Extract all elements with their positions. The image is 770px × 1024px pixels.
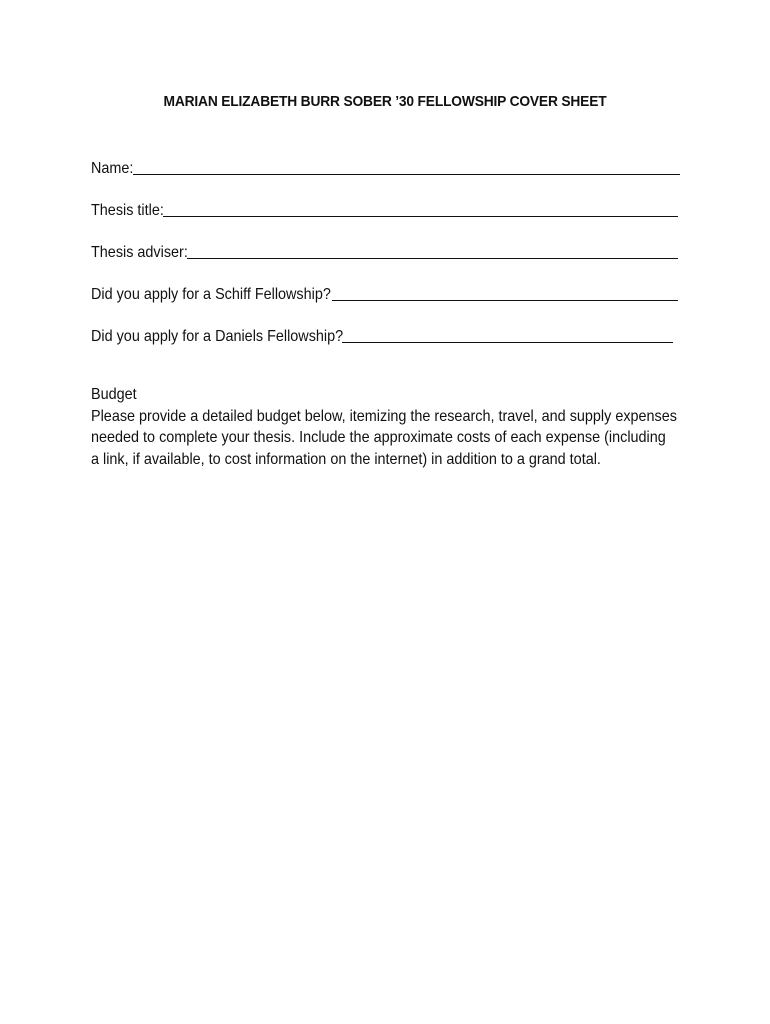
thesis-adviser-field[interactable] <box>91 240 678 262</box>
daniels-fellowship-field[interactable] <box>91 324 673 346</box>
budget-instructions-line-2: needed to complete your thesis. Include the approximate costs of each expense (including <box>91 429 666 446</box>
thesis-title-field[interactable] <box>91 198 678 220</box>
budget-instructions-line-1: Please provide a detailed budget below, itemizing the research, travel, and supply expenses <box>91 407 677 425</box>
schiff-fellowship-field[interactable] <box>91 282 678 304</box>
budget-instructions-line-3: a link, if available, to cost information on the internet) in addition to a grand total. <box>91 450 601 468</box>
budget-heading: Budget <box>91 386 137 403</box>
schiff-fellowship-label: Did you apply for a Schiff Fellowship? <box>91 286 331 303</box>
page-title: MARIAN ELIZABETH BURR SOBER ’30 FELLOWSHIP COVER SHEET <box>163 93 607 110</box>
schiff-fellowship-blank-line[interactable] <box>332 300 678 301</box>
name-blank-line[interactable] <box>133 174 680 175</box>
budget-section <box>91 384 751 470</box>
thesis-adviser-label: Thesis adviser: <box>91 244 188 261</box>
name-label: Name: <box>91 160 134 177</box>
name-field[interactable] <box>91 156 680 178</box>
thesis-title-label: Thesis title: <box>91 202 164 219</box>
daniels-fellowship-label: Did you apply for a Daniels Fellowship? <box>91 328 344 345</box>
thesis-adviser-blank-line[interactable] <box>187 258 678 259</box>
thesis-title-blank-line[interactable] <box>163 216 678 217</box>
daniels-fellowship-blank-line[interactable] <box>342 342 673 343</box>
